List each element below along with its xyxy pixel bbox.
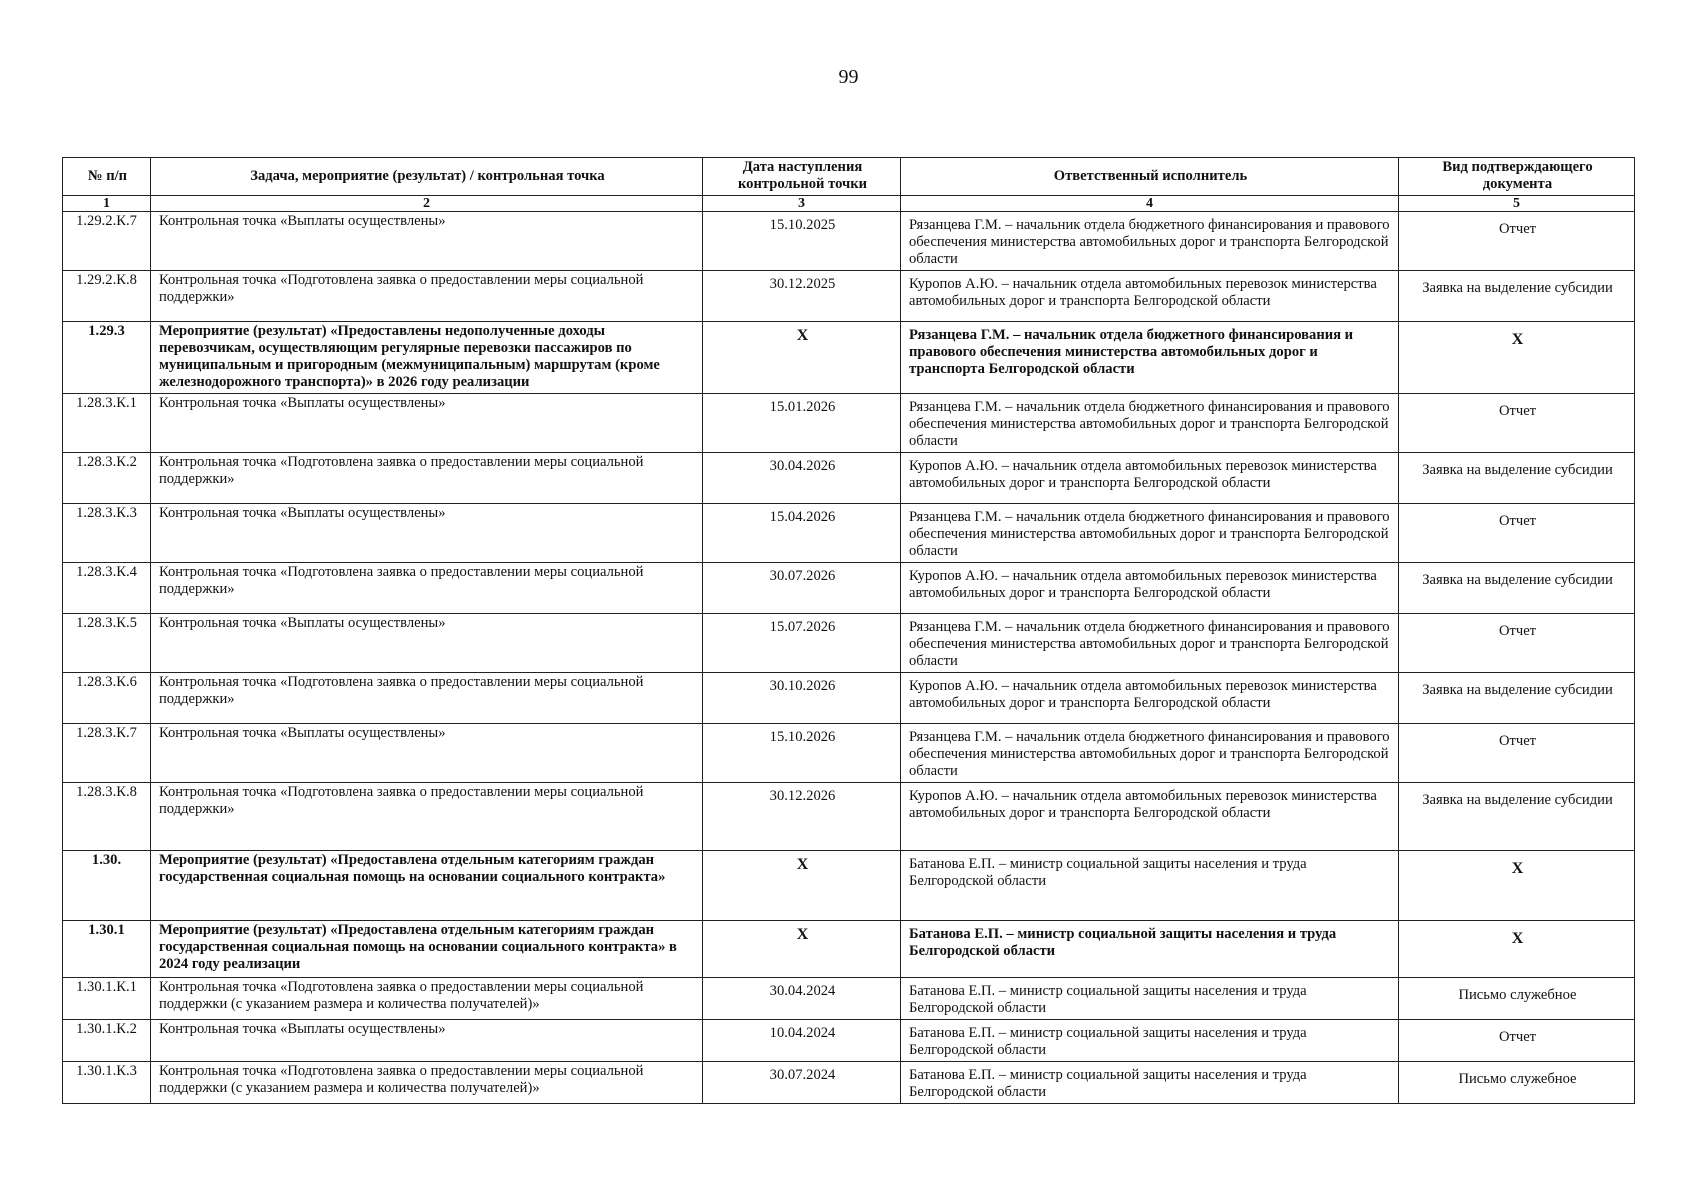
row-task: Контрольная точка «Выплаты осуществлены» (151, 1020, 703, 1062)
row-number: 1.30.1.К.1 (63, 978, 151, 1020)
row-number: 1.28.3.К.7 (63, 724, 151, 783)
row-date: 30.04.2024 (703, 978, 901, 1020)
row-number: 1.28.3.К.2 (63, 453, 151, 504)
row-date: 30.12.2025 (703, 271, 901, 322)
row-number: 1.28.3.К.8 (63, 783, 151, 851)
row-task: Мероприятие (результат) «Предоставлена отдельным категориям граждан государственная социальная помощь на основании социального контракта» (151, 851, 703, 921)
row-task: Контрольная точка «Подготовлена заявка о предоставлении меры социальной поддержки (с указанием размера и количества получателей)» (151, 978, 703, 1020)
row-date: X (703, 322, 901, 394)
row-number: 1.29.2.К.8 (63, 271, 151, 322)
row-date: 30.07.2024 (703, 1062, 901, 1104)
row-document-type: Письмо служебное (1399, 1062, 1635, 1104)
page-number: 99 (838, 66, 859, 88)
header-row (63, 158, 1635, 196)
row-date: 15.04.2026 (703, 504, 901, 563)
row-number: 1.30.1 (63, 921, 151, 978)
row-task: Контрольная точка «Подготовлена заявка о предоставлении меры социальной поддержки» (151, 783, 703, 851)
row-document-type: Заявка на выделение субсидии (1399, 673, 1635, 724)
header-executor: Ответственный исполнитель (901, 158, 1399, 196)
row-executor: Куропов А.Ю. – начальник отдела автомобильных перевозок министерства автомобильных дорог и транспорта Белгородской области (901, 453, 1399, 504)
row-document-type: Письмо служебное (1399, 978, 1635, 1020)
table-row (63, 212, 1635, 271)
row-document-type: Отчет (1399, 1020, 1635, 1062)
row-task: Контрольная точка «Подготовлена заявка о предоставлении меры социальной поддержки (с указанием размера и количества получателей)» (151, 1062, 703, 1104)
row-executor: Батанова Е.П. – министр социальной защиты населения и труда Белгородской области (901, 921, 1399, 978)
table-row (63, 851, 1635, 921)
row-date: 15.10.2025 (703, 212, 901, 271)
column-number: 4 (901, 196, 1399, 212)
table-row (63, 1020, 1635, 1062)
table-row (63, 271, 1635, 322)
table-row (63, 563, 1635, 614)
table-row (63, 978, 1635, 1020)
row-number: 1.29.3 (63, 322, 151, 394)
table-row (63, 1062, 1635, 1104)
row-document-type: X (1399, 921, 1635, 978)
row-date: 10.04.2024 (703, 1020, 901, 1062)
row-date: 15.07.2026 (703, 614, 901, 673)
row-task: Контрольная точка «Выплаты осуществлены» (151, 724, 703, 783)
row-number: 1.29.2.К.7 (63, 212, 151, 271)
row-executor: Батанова Е.П. – министр социальной защиты населения и труда Белгородской области (901, 851, 1399, 921)
table-row (63, 783, 1635, 851)
row-document-type: Отчет (1399, 504, 1635, 563)
table-row (63, 614, 1635, 673)
table-row (63, 504, 1635, 563)
row-document-type: Заявка на выделение субсидии (1399, 563, 1635, 614)
header-date: Дата наступления контрольной точки (703, 158, 901, 196)
row-number: 1.30.1.К.2 (63, 1020, 151, 1062)
row-document-type: Заявка на выделение субсидии (1399, 783, 1635, 851)
row-executor: Рязанцева Г.М. – начальник отдела бюджетного финансирования и правового обеспечения министерства автомобильных дорог и транспорта Белгородской области (901, 322, 1399, 394)
row-task: Контрольная точка «Подготовлена заявка о предоставлении меры социальной поддержки» (151, 563, 703, 614)
row-date: 30.12.2026 (703, 783, 901, 851)
column-number: 2 (151, 196, 703, 212)
row-date: X (703, 851, 901, 921)
row-document-type: Заявка на выделение субсидии (1399, 271, 1635, 322)
row-document-type: X (1399, 851, 1635, 921)
row-task: Контрольная точка «Выплаты осуществлены» (151, 212, 703, 271)
row-date: 30.07.2026 (703, 563, 901, 614)
row-number: 1.28.3.К.4 (63, 563, 151, 614)
row-document-type: Отчет (1399, 212, 1635, 271)
row-document-type: Отчет (1399, 614, 1635, 673)
row-number: 1.28.3.К.6 (63, 673, 151, 724)
row-executor: Рязанцева Г.М. – начальник отдела бюджетного финансирования и правового обеспечения министерства автомобильных дорог и транспорта Белгородской области (901, 394, 1399, 453)
row-date: 30.10.2026 (703, 673, 901, 724)
row-task: Контрольная точка «Подготовлена заявка о предоставлении меры социальной поддержки» (151, 453, 703, 504)
row-task: Контрольная точка «Подготовлена заявка о предоставлении меры социальной поддержки» (151, 271, 703, 322)
row-document-type: Отчет (1399, 724, 1635, 783)
row-executor: Батанова Е.П. – министр социальной защиты населения и труда Белгородской области (901, 1062, 1399, 1104)
table-row (63, 724, 1635, 783)
row-executor: Куропов А.Ю. – начальник отдела автомобильных перевозок министерства автомобильных дорог и транспорта Белгородской области (901, 271, 1399, 322)
table-row (63, 673, 1635, 724)
row-task: Контрольная точка «Выплаты осуществлены» (151, 504, 703, 563)
row-document-type: Отчет (1399, 394, 1635, 453)
row-task: Контрольная точка «Выплаты осуществлены» (151, 614, 703, 673)
table-row (63, 921, 1635, 978)
row-number: 1.30.1.К.3 (63, 1062, 151, 1104)
column-number: 5 (1399, 196, 1635, 212)
header-doc: Вид подтверждающего документа (1399, 158, 1635, 196)
row-task: Мероприятие (результат) «Предоставлена отдельным категориям граждан государственная социальная помощь на основании социального контракта» в 2024 году реализации (151, 921, 703, 978)
row-executor: Рязанцева Г.М. – начальник отдела бюджетного финансирования и правового обеспечения министерства автомобильных дорог и транспорта Белгородской области (901, 724, 1399, 783)
row-date: 15.10.2026 (703, 724, 901, 783)
row-executor: Куропов А.Ю. – начальник отдела автомобильных перевозок министерства автомобильных дорог и транспорта Белгородской области (901, 673, 1399, 724)
table-row (63, 453, 1635, 504)
row-executor: Куропов А.Ю. – начальник отдела автомобильных перевозок министерства автомобильных дорог и транспорта Белгородской области (901, 563, 1399, 614)
header-task: Задача, мероприятие (результат) / контрольная точка (151, 158, 703, 196)
row-number: 1.28.3.К.1 (63, 394, 151, 453)
row-number: 1.28.3.К.3 (63, 504, 151, 563)
column-number: 3 (703, 196, 901, 212)
row-executor: Рязанцева Г.М. – начальник отдела бюджетного финансирования и правового обеспечения министерства автомобильных дорог и транспорта Белгородской области (901, 504, 1399, 563)
column-number: 1 (63, 196, 151, 212)
row-document-type: Заявка на выделение субсидии (1399, 453, 1635, 504)
header-num: № п/п (63, 158, 151, 196)
row-date: 30.04.2026 (703, 453, 901, 504)
row-task: Контрольная точка «Подготовлена заявка о предоставлении меры социальной поддержки» (151, 673, 703, 724)
row-executor: Куропов А.Ю. – начальник отдела автомобильных перевозок министерства автомобильных дорог и транспорта Белгородской области (901, 783, 1399, 851)
row-executor: Батанова Е.П. – министр социальной защиты населения и труда Белгородской области (901, 1020, 1399, 1062)
row-executor: Батанова Е.П. – министр социальной защиты населения и труда Белгородской области (901, 978, 1399, 1020)
control-points-table (62, 157, 1635, 1104)
row-document-type: X (1399, 322, 1635, 394)
row-task: Контрольная точка «Выплаты осуществлены» (151, 394, 703, 453)
table-row (63, 322, 1635, 394)
row-date: X (703, 921, 901, 978)
row-date: 15.01.2026 (703, 394, 901, 453)
column-number-row (63, 196, 1635, 212)
row-number: 1.30. (63, 851, 151, 921)
row-task: Мероприятие (результат) «Предоставлены недополученные доходы перевозчикам, осуществляющим регулярные перевозки пассажиров по муниципальным и пригородным (межмуниципальным) маршрутам (кроме железнодорожного транспорта)» в 2026 году реализации (151, 322, 703, 394)
table-body (63, 212, 1635, 1104)
row-executor: Рязанцева Г.М. – начальник отдела бюджетного финансирования и правового обеспечения министерства автомобильных дорог и транспорта Белгородской области (901, 212, 1399, 271)
table-row (63, 394, 1635, 453)
row-number: 1.28.3.К.5 (63, 614, 151, 673)
row-executor: Рязанцева Г.М. – начальник отдела бюджетного финансирования и правового обеспечения министерства автомобильных дорог и транспорта Белгородской области (901, 614, 1399, 673)
